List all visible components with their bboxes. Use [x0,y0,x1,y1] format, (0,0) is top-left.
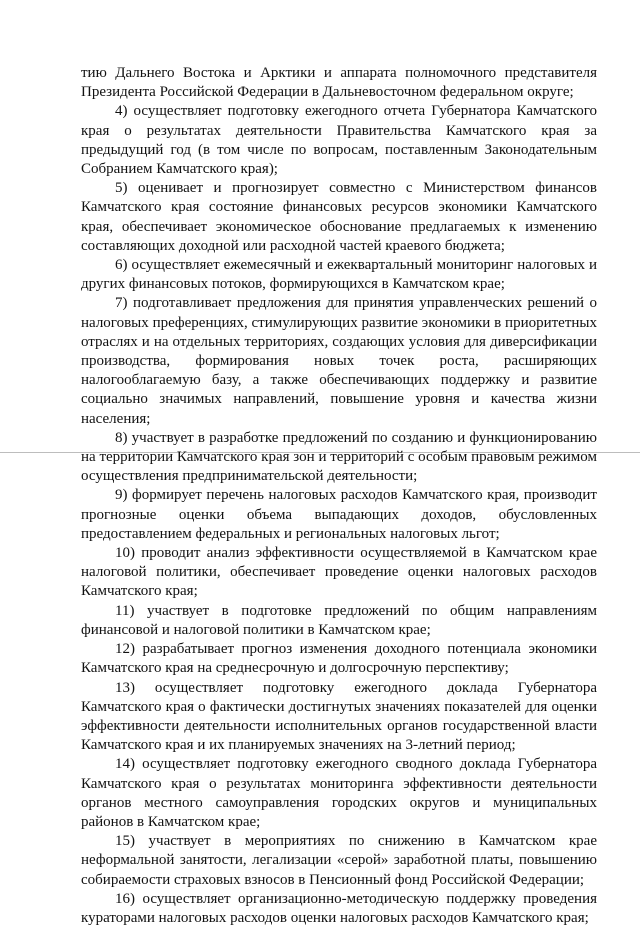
list-item-5: 5) оценивает и прогнозирует совместно с Министерством финансов Камчатского края состояние финансовых ресурсов экономики Камчатского края, обеспечивает экономическое обоснование предлагаемых к изменению составляющих доходной или расходной частей краевого бюджета; [81,180,597,254]
list-item-10: 10) проводит анализ эффективности осуществляемой в Камчатском крае налоговой политики, обеспечивает проведение оценки налоговых расходов Камчатского края; [81,545,597,600]
list-item-12: 12) разрабатывает прогноз изменения доходного потенциала экономики Камчатского края на среднесрочную и долгосрочную перспективу; [81,641,597,677]
list-item-4: 4) осуществляет подготовку ежегодного отчета Губернатора Камчатского края о результатах деятельности Правительства Камчатского края за предыдущий год (в том числе по вопросам, поставленным Законодательным Собранием Камчатского края); [81,103,597,178]
document-body [81,64,597,928]
list-item-11: 11) участвует в подготовке предложений по общим направлениям финансовой и налоговой политики в Камчатском крае; [81,602,597,638]
list-item-16: 16) осуществляет организационно-методическую поддержку проведения кураторами налоговых расходов оценки налоговых расходов Камчатского края; [81,890,597,926]
continuation-paragraph: тию Дальнего Востока и Арктики и аппарата полномочного представителя Президента Российской Федерации в Дальневосточном федеральном округе; [81,65,597,101]
list-item-15: 15) участвует в мероприятиях по снижению в Камчатском крае неформальной занятости, легализации «серой» заработной платы, повышению собираемости страховых взносов в Пенсионный фонд Российской Федерации; [81,833,597,888]
list-item-14: 14) осуществляет подготовку ежегодного сводного доклада Губернатора Камчатского края о результатах мониторинга эффективности деятельности органов местного самоуправления городских округов и муниципальных районов в Камчатском крае; [81,756,597,830]
list-item-13: 13) осуществляет подготовку ежегодного доклада Губернатора Камчатского края о фактически достигнутых значениях показателей для оценки эффективности деятельности исполнительных органов государственной власти Камчатского края и их планируемых значениях на 3-летний период; [81,679,597,754]
list-item-6: 6) осуществляет ежемесячный и ежеквартальный мониторинг налоговых и других финансовых потоков, формирующихся в Камчатском крае; [81,257,597,293]
list-item-7: 7) подготавливает предложения для принятия управленческих решений о налоговых преференциях, стимулирующих развитие экономики в приоритетных отраслях и на отдельных территориях, создающих условия для диверсификации производства, формирования новых точек роста, расширяющих налогооблагаемую базу, а также обеспечивающих поддержку и развитие социально значимых направлений, повышение уровня и качества жизни населения; [81,295,597,427]
list-item-8: 8) участвует в разработке предложений по созданию и функционированию на территории Камчатского края зон и территорий с особым правовым режимом осуществления предпринимательской деятельности; [81,429,597,485]
list-item-9: 9) формирует перечень налоговых расходов Камчатского края, производит прогнозные оценки объема выпадающих доходов, обусловленных предоставлением федеральных и региональных налоговых льгот; [81,487,597,542]
